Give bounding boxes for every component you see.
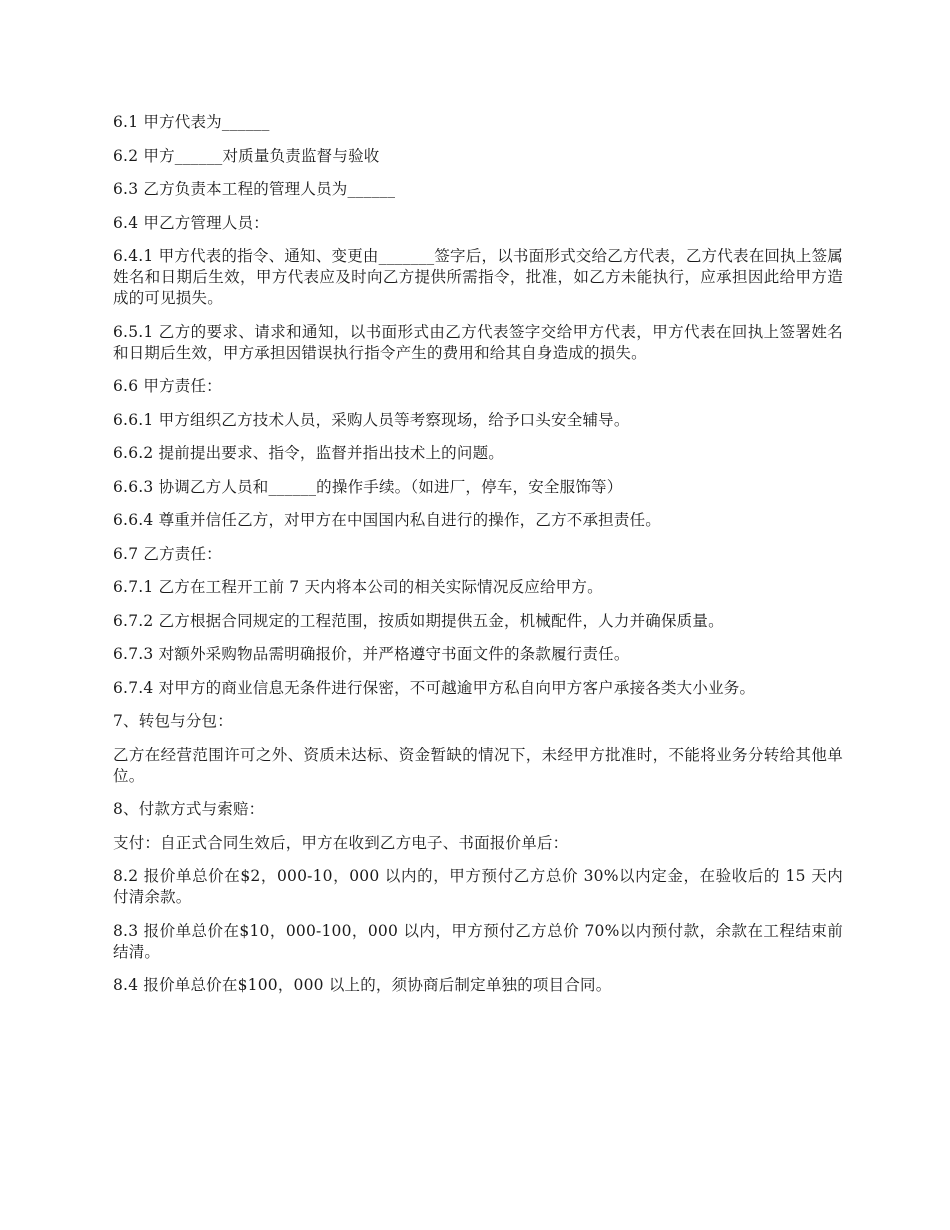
clause-6-7-heading: 6.7 乙方责任： (113, 544, 222, 563)
payment-intro: 支付：自正式合同生效后，甲方在收到乙方电子、书面报价单后： (113, 833, 569, 852)
clause-8-3: 8.3 报价单总价在$10，000-100，000 以内，甲方预付乙方总价 70%以内预付款，余款在工程结束前结清。 (113, 921, 843, 961)
clause-6-5-1: 6.5.1 乙方的要求、请求和通知，以书面形式由乙方代表签字交给甲方代表，甲方代表在回执上签署姓名和日期后生效，甲方承担因错误执行指令产生的费用和给其自身造成的损失。 (113, 322, 843, 362)
clause-8-4: 8.4 报价单总价在$100，000 以上的，须协商后制定单独的项目合同。 (113, 976, 612, 994)
clause-6-7-2: 6.7.2 乙方根据合同规定的工程范围，按质如期提供五金，机械配件，人力并确保质量。 (113, 611, 724, 630)
clause-8-2: 8.2 报价单总价在$2，000-10，000 以内的，甲方预付乙方总价 30%以内定金，在验收后的 15 天内付清余款。 (113, 867, 843, 906)
clause-6-6-heading: 6.6 甲方责任： (113, 377, 222, 395)
clause-6-6-4: 6.6.4 尊重并信任乙方，对甲方在中国国内私自进行的操作，乙方不承担责任。 (113, 511, 661, 529)
document-body (113, 112, 843, 1009)
section-8-heading: 8、付款方式与索赔： (113, 800, 265, 818)
clause-6-3: 6.3 乙方负责本工程的管理人员为______ (113, 180, 396, 198)
clause-6-6-3: 6.6.3 协调乙方人员和______的操作手续。（如进厂，停车，安全服饰等） (113, 477, 623, 496)
section-7-heading: 7、转包与分包： (113, 712, 233, 730)
clause-6-4-heading: 6.4 甲乙方管理人员： (113, 213, 269, 232)
clause-6-2: 6.2 甲方______对质量负责监督与验收 (113, 146, 380, 165)
clause-6-1: 6.1 甲方代表为______ (113, 113, 270, 131)
clause-6-4-1: 6.4.1 甲方代表的指令、通知、变更由_______签字后，以书面形式交给乙方代表，乙方代表在回执上签属姓名和日期后生效，甲方代表应及时向乙方提供所需指令，批准，如乙方未能执行，应承担因此给甲方造成的可见损失。 (113, 247, 843, 307)
clause-6-6-2: 6.6.2 提前提出要求、指令，监督并指出技术上的问题。 (113, 444, 504, 462)
clause-6-7-4: 6.7.4 对甲方的商业信息无条件进行保密，不可越逾甲方私自向甲方客户承接各类大小业务。 (113, 678, 756, 697)
clause-6-7-1: 6.7.1 乙方在工程开工前 7 天内将本公司的相关实际情况反应给甲方。 (113, 578, 603, 596)
clause-6-6-1: 6.6.1 甲方组织乙方技术人员，采购人员等考察现场，给予口头安全辅导。 (113, 410, 630, 429)
section-7-body: 乙方在经营范围许可之外、资质未达标、资金暂缺的情况下，未经甲方批准时，不能将业务分转给其他单位。 (113, 745, 843, 785)
clause-6-7-3: 6.7.3 对额外采购物品需明确报价，并严格遵守书面文件的条款履行责任。 (113, 645, 630, 663)
